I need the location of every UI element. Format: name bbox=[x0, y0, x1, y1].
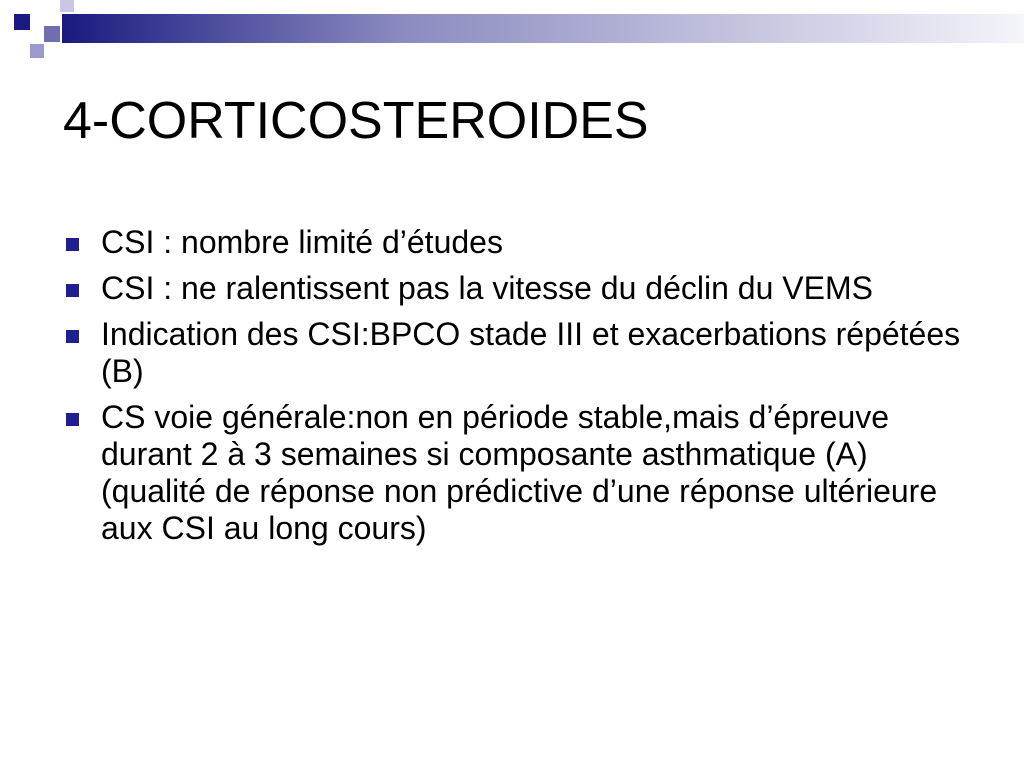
bullet-item bbox=[66, 399, 966, 547]
bullet-text: CS voie générale:non en période stable,mais d’épreuve durant 2 à 3 semaines si composante asthmatique (A)(qualité de réponse non prédictive d’une réponse ultérieure aux CSI au long cours) bbox=[101, 399, 938, 546]
slide-title: 4-CORTICOSTEROIDES bbox=[63, 92, 649, 150]
square-bullet-icon bbox=[66, 413, 79, 426]
header-square-mid bbox=[44, 26, 60, 42]
header-square-dark bbox=[14, 14, 30, 30]
bullet-item bbox=[66, 224, 966, 261]
bullet-text: CSI : ne ralentissent pas la vitesse du déclin du VEMS bbox=[101, 270, 873, 306]
header-decoration bbox=[0, 0, 1024, 60]
bullet-list bbox=[66, 224, 966, 556]
bullet-item bbox=[66, 270, 966, 307]
header-gradient-bar bbox=[62, 14, 1024, 43]
bullet-text: Indication des CSI:BPCO stade III et exacerbations répétées (B) bbox=[101, 316, 961, 389]
header-square-pale bbox=[60, 0, 74, 12]
bullet-text: CSI : nombre limité d’études bbox=[101, 224, 503, 260]
square-bullet-icon bbox=[66, 284, 79, 297]
square-bullet-icon bbox=[66, 330, 79, 343]
header-square-light bbox=[30, 44, 44, 58]
bullet-item bbox=[66, 316, 966, 390]
square-bullet-icon bbox=[66, 238, 79, 251]
